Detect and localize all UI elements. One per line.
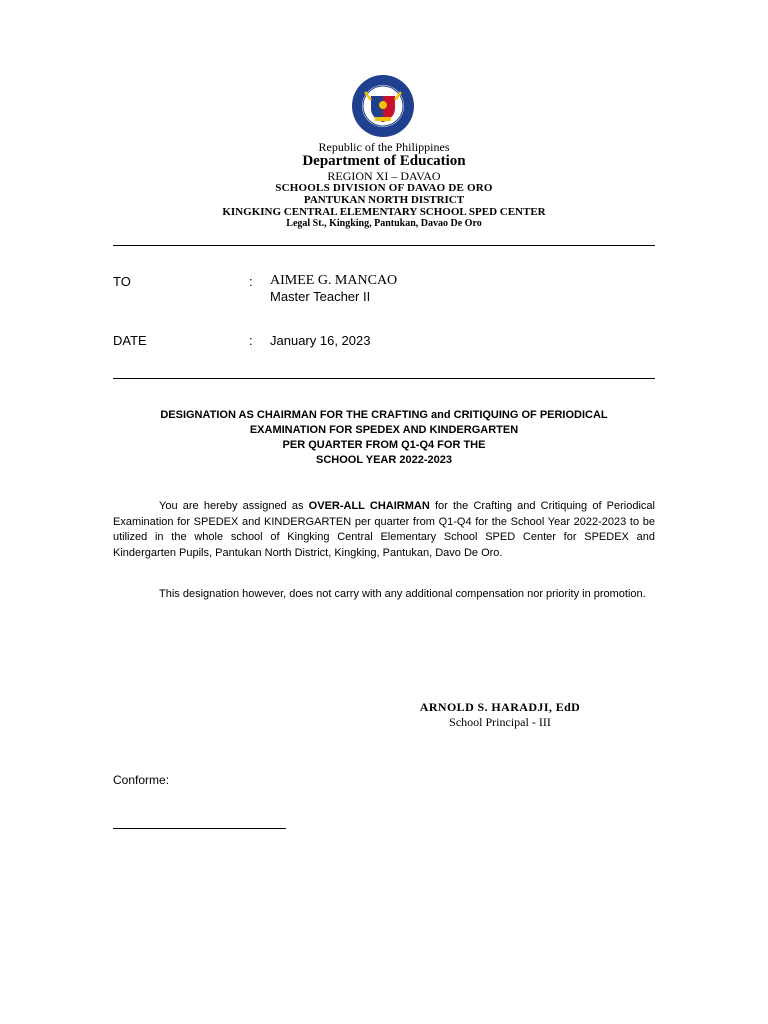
recipient-name: AIMEE G. MANCAO: [270, 273, 398, 288]
subject-heading: [100, 408, 668, 468]
body-paragraph-note: This designation however, does not carry with any additional compensation nor priority in promotion.: [159, 588, 646, 600]
to-label: TO: [113, 274, 131, 289]
division-label: SCHOOLS DIVISION OF DAVAO DE ORO: [275, 182, 493, 194]
body-paragraph-assignment: [113, 499, 655, 561]
date-label: DATE: [113, 333, 147, 348]
body-text: for the Crafting and Critiquing of Periodical Examination for SPEDEX and KINDERGARTEN per quarter from Q1-Q4 for the School Year 2022-2023 to be utilized in the whole school of Kingking Central Elementary School SPED Center for SPEDEX and Kindergarten Pupils, Pantukan North District, Kingking, Pantukan, Davo De Oro.: [113, 500, 655, 559]
deped-seal-icon: [335, 74, 431, 138]
address-label: Legal St., Kingking, Pantukan, Davao De Oro: [286, 218, 482, 229]
recipient-position: Master Teacher II: [270, 289, 371, 304]
department-label: Department of Education: [302, 153, 466, 169]
conforme-signature-line: [113, 828, 286, 829]
conforme-label: Conforme:: [113, 773, 170, 787]
role-emphasis: OVER-ALL CHAIRMAN: [308, 500, 430, 512]
date-colon: :: [249, 333, 253, 348]
school-label: KINGKING CENTRAL ELEMENTARY SCHOOL SPED CENTER: [222, 206, 546, 218]
subject-line: EXAMINATION FOR SPEDEX AND KINDERGARTEN: [249, 424, 519, 436]
republic-label: Republic of the Philippines: [318, 140, 450, 154]
to-colon: :: [249, 274, 253, 289]
signatory-title: School Principal - III: [449, 715, 551, 729]
date-value: January 16, 2023: [270, 333, 371, 348]
region-label: REGION XI – DAVAO: [327, 169, 441, 183]
subject-line: SCHOOL YEAR 2022-2023: [316, 454, 452, 466]
district-label: PANTUKAN NORTH DISTRICT: [303, 194, 465, 206]
header-divider: [113, 245, 655, 246]
memo-divider: [113, 378, 655, 379]
body-text: You are hereby assigned as: [159, 500, 309, 512]
signatory-name: ARNOLD S. HARADJI, EdD: [419, 700, 581, 714]
subject-line: DESIGNATION AS CHAIRMAN FOR THE CRAFTING and CRITIQUING OF PERIODICAL: [160, 409, 608, 421]
subject-line: PER QUARTER FROM Q1-Q4 FOR THE: [282, 439, 486, 451]
